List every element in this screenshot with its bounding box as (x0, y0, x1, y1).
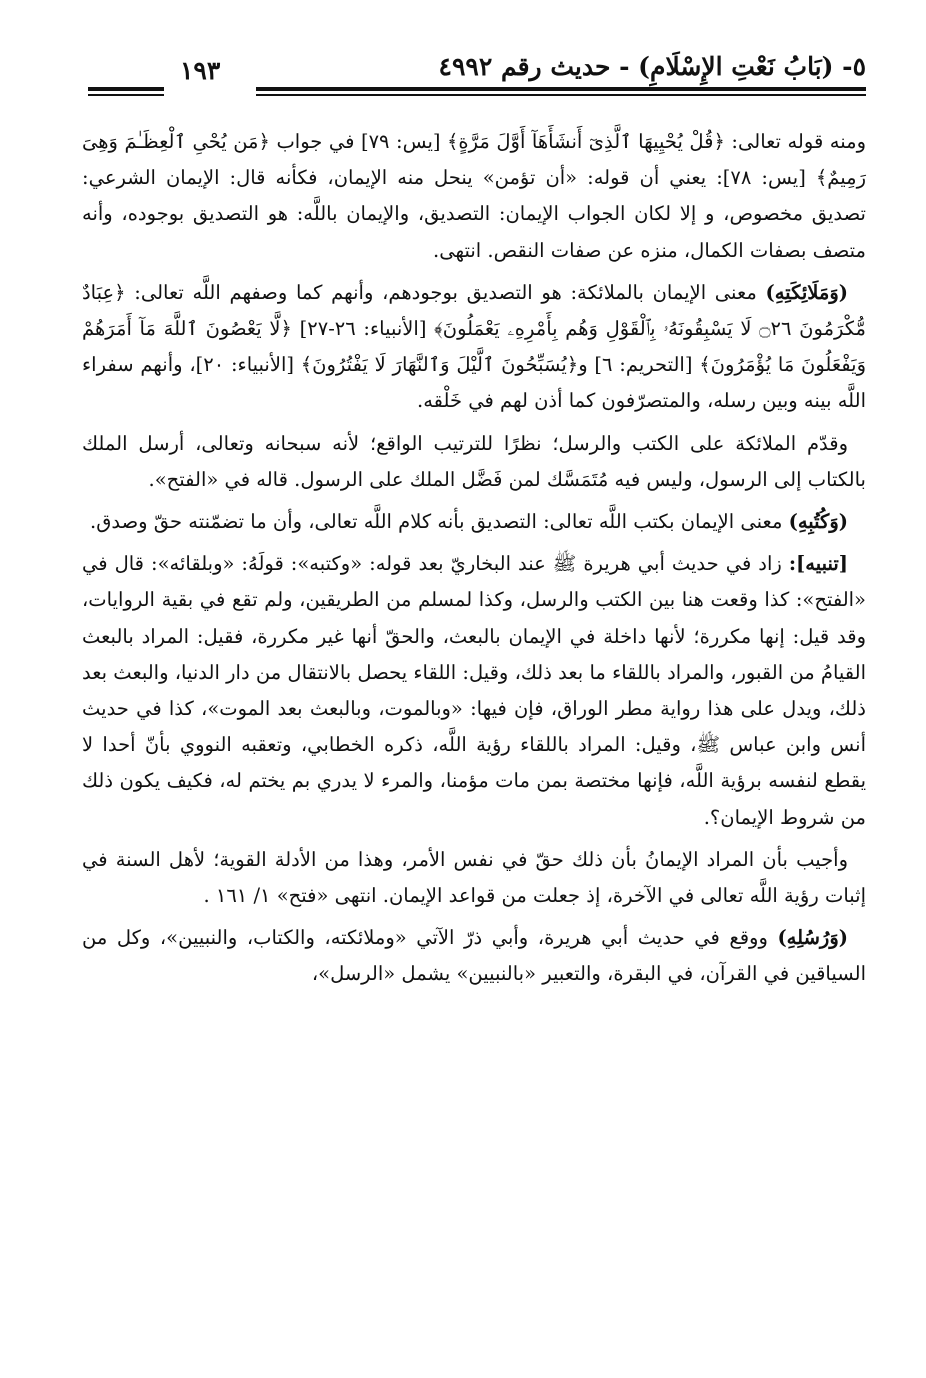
paragraph-text: ووقع في حديث أبي هريرة، وأبي ذرّ الآتي «وملائكته، والكتاب، والنبيين»، وكل من السياقين في القرآن، في البقرة، والتعبير «بالنبيين» يشمل «الرسل»، (82, 926, 866, 986)
paragraph-text: معنى الإيمان بالملائكة: هو التصديق بوجودهم، وأنهم كما وصفهم اللَّه تعالى: ﴿عِبَادٌ مُّكْرَمُونَ ۝٢٦ لَا يَسْبِقُونَهُۥ بِٱلْقَوْلِ وَهُم بِأَمْرِهِۦ يَعْمَلُونَ﴾ [الأنبياء: ٢٦-٢٧] ﴿لَّا يَعْصُونَ ٱللَّهَ مَآ أَمَرَهُمْ وَيَفْعَلُونَ مَا يُؤْمَرُونَ﴾ [التحريم: ٦] و﴿يُسَبِّحُونَ ٱلَّيْلَ وَٱلنَّهَارَ لَا يَفْتُرُونَ﴾ [الأنبياء: ٢٠]، وأنهم سفراء اللَّه بينه وبين رسله، والمتصرّفون كما أذن لهم في خَلْقه. (82, 280, 867, 413)
paragraph-text: وقدّم الملائكة على الكتب والرسل؛ نظرًا للترتيب الواقع؛ لأنه سبحانه وتعالى، أرسل الملك بالكتاب إلى الرسول، وليس فيه مُتَمَسَّك لمن فَضَّل الملك على الرسول. قاله في «الفتح». (82, 431, 866, 491)
chapter-title: ٥- (بَابُ نَعْتِ الإِسْلَامِ) - حديث رقم ٤٩٩٢ (438, 52, 866, 81)
paragraph-2 (82, 275, 866, 420)
page-body (82, 124, 866, 999)
paragraph-text: زاد في حديث أبي هريرة ﷺ عند البخاريّ بعد قوله: «وكتبه»: قولَهُ: «وبلقائه»: قال في «الفتح»: كذا وقعت هنا بين الكتب والرسل، وكذا لمسلم من الطريقين، ولم تقع في بقية الروايات، وقد قيل: إنها مكررة؛ لأنها داخلة في الإيمان بالبعث، والحقّ أنها غير مكررة، فقيل: المراد بالبعث القيامُ من القبور، والمراد باللقاء ما بعد ذلك، وقيل: اللقاء يحصل بالانتقال من دار الدنيا، والبعث بعد ذلك، ويدل على هذا رواية مطر الوراق، فإن فيها: «وبالموت، وبالبعث بعد الموت»، كذا في حديث أنس وابن عباس ﷺ، وقيل: المراد باللقاء رؤية اللَّه، ذكره الخطابي، وتعقبه النووي بأنّ أحدا لا يقطع لنفسه برؤية اللَّه، فإنها مختصة بمن مات مؤمنا، والمرء لا يدري بم يختم له، فكيف يكون ذلك من شروط الإيمان؟. (82, 552, 866, 829)
paragraph-keyword: (وَكُتُبِهِ) (788, 510, 848, 534)
page-number: ١٩٣ (180, 56, 221, 85)
paragraph-text: وأجيب بأن المراد الإيمانُ بأن ذلك حقّ في نفس الأمر، وهذا من الأدلة القوية؛ لأهل السنة في إثبات رؤية اللَّه تعالى في الآخرة، إذ جعلت من قواعد الإيمان. انتهى «فتح» ١/ ١٦١ . (82, 847, 866, 908)
page-header (88, 52, 866, 100)
paragraph-3 (82, 426, 866, 498)
paragraph-6 (82, 842, 866, 914)
paragraph-keyword: (وَمَلَائِكَتِهِ) (765, 280, 848, 304)
paragraph-keyword: [تنبيه]: (788, 552, 848, 576)
paragraph-text: ومنه قوله تعالى: ﴿قُلْ يُحْيِيهَا ٱلَّذِىٓ أَنشَأَهَآ أَوَّلَ مَرَّةٍ﴾ [يس: ٧٩] في جواب ﴿مَن يُحْىِ ٱلْعِظَـٰمَ وَهِىَ رَمِيمٌ﴾ [يس: ٧٨]: يعني أن قوله: «أن تؤمن» ينحل منه الإيمان، فكأنه قال: الإيمان الشرعي: تصديق مخصوص، و إلا لكان الجواب الإيمان: التصديق، والإيمان باللَّه: هو التصديق بوجوده، وأنه متصف بصفات الكمال، منزه عن صفات النقص. انتهى. (82, 130, 866, 262)
paragraph-5 (82, 546, 866, 836)
paragraph-text: معنى الإيمان بكتب اللَّه تعالى: التصديق بأنه كلام اللَّه تعالى، وأن ما تضمّنته حقّ وصدق. (90, 510, 789, 534)
paragraph-1 (82, 124, 866, 269)
paragraph-keyword: (وَرُسُلِهِ) (777, 926, 848, 950)
paragraph-4 (82, 504, 866, 540)
paragraph-7 (82, 920, 866, 992)
